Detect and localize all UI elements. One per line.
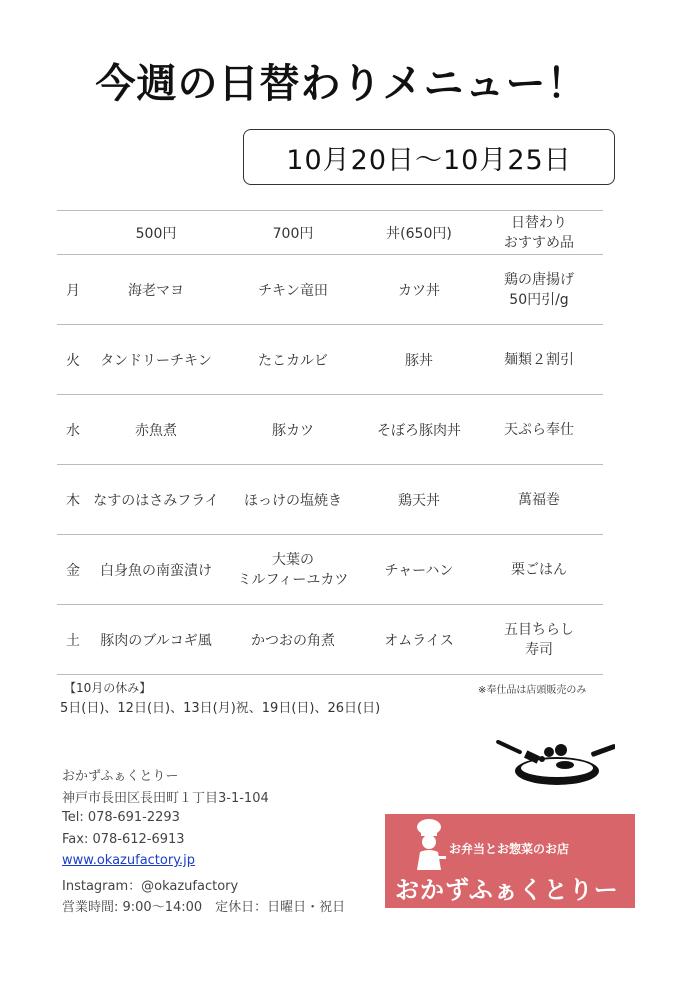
- item-500: 豚肉のブルコギ風: [100, 632, 212, 649]
- table-row: [57, 535, 603, 605]
- item-don: 豚丼: [405, 352, 433, 369]
- shop-instagram: Instagram：@okazufactory: [62, 879, 239, 894]
- day-cell: 月: [66, 282, 80, 299]
- day-cell: 火: [66, 352, 80, 369]
- header-500: 500円: [135, 225, 177, 242]
- header-don: 丼(650円): [386, 225, 452, 242]
- menu-header-row: [57, 211, 603, 255]
- item-don: そぼろ豚肉丼: [377, 422, 461, 439]
- item-recommend: 麺類２割引: [504, 351, 574, 368]
- item-500: 海老マヨ: [128, 282, 184, 299]
- item-recommend: 五目ちらし 寿司: [504, 621, 574, 658]
- item-700: かつおの角煮: [251, 632, 335, 649]
- item-500: 白身魚の南蛮漬け: [100, 562, 212, 579]
- item-700: 豚カツ: [272, 422, 314, 439]
- shop-tel: Tel: 078-691-2293: [62, 810, 180, 825]
- date-range-box: [243, 129, 615, 185]
- shop-banner: [385, 814, 635, 908]
- day-cell: 金: [66, 562, 80, 579]
- day-cell: 土: [66, 632, 80, 649]
- day-cell: 水: [66, 422, 80, 439]
- item-500: タンドリーチキン: [100, 352, 212, 369]
- sale-note: ※奉仕品は店頭販売のみ: [478, 685, 587, 696]
- item-recommend: 栗ごはん: [511, 561, 567, 578]
- table-row: [57, 325, 603, 395]
- table-row: [57, 395, 603, 465]
- item-700: たこカルビ: [258, 352, 328, 369]
- date-range: 10月20日〜10月25日: [286, 144, 572, 176]
- header-recommend: 日替わり おすすめ品: [503, 214, 575, 251]
- frying-pan-logo: [495, 735, 615, 795]
- shop-name: おかずふぁくとりー: [62, 769, 179, 784]
- shop-hours: 営業時間: 9:00〜14:00 定休日：日曜日・祝日: [62, 900, 346, 915]
- item-700: チキン竜田: [258, 282, 328, 299]
- day-cell: 木: [66, 492, 80, 509]
- item-recommend: 天ぷら奉仕: [504, 421, 574, 438]
- shop-address: 神戸市長田区長田町１丁目3-1-104: [62, 791, 269, 806]
- item-recommend: 鶏の唐揚げ 50円引/g: [504, 271, 574, 308]
- item-don: オムライス: [384, 632, 454, 649]
- item-don: チャーハン: [384, 562, 454, 579]
- page-title: 今週の日替わりメニュー！: [95, 61, 588, 107]
- item-700: 大葉の ミルフィーユカツ: [237, 551, 349, 588]
- table-row: [57, 255, 603, 325]
- item-700: ほっけの塩焼き: [244, 492, 342, 509]
- holiday-title: 【10月の休み】: [64, 681, 152, 695]
- chef-icon: [412, 818, 446, 870]
- shop-fax: Fax: 078-612-6913: [62, 832, 185, 847]
- banner-tagline: お弁当とお惣菜のお店: [449, 842, 570, 856]
- item-don: 鶏天丼: [398, 492, 440, 509]
- holiday-dates: 5日(日)、12日(日)、13日(月)祝、19日(日)、26日(日): [60, 701, 381, 716]
- table-row: [57, 465, 603, 535]
- item-500: なすのはさみフライ: [93, 492, 219, 509]
- banner-shop-name: おかずふぁくとりー: [395, 876, 619, 904]
- website-link[interactable]: www.okazufactory.jp: [62, 853, 196, 868]
- table-row: [57, 605, 603, 675]
- item-don: カツ丼: [398, 282, 440, 299]
- menu-table: [57, 210, 603, 675]
- item-500: 赤魚煮: [135, 422, 177, 439]
- header-700: 700円: [272, 225, 314, 242]
- header-day: [57, 211, 89, 255]
- item-recommend: 萬福巻: [518, 491, 560, 508]
